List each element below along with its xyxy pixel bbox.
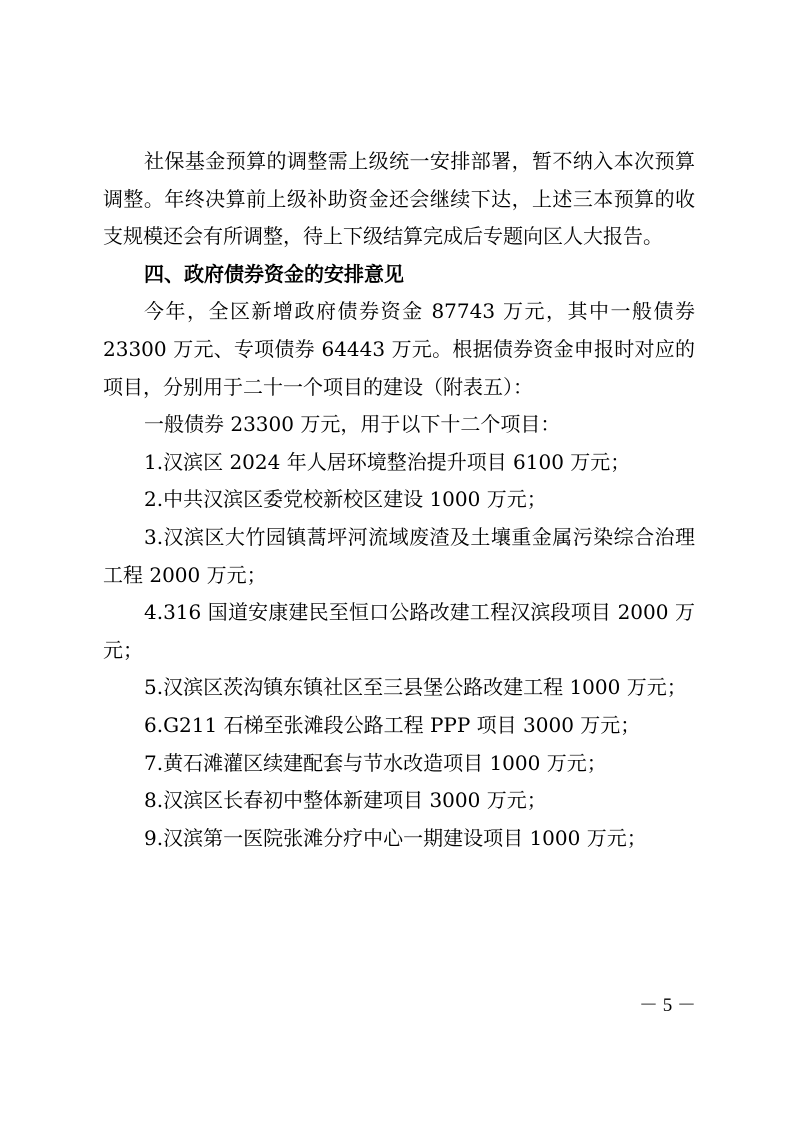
list-item-3: 3.汉滨区大竹园镇蒿坪河流域废渣及土壤重金属污染综合治理工程 2000 万元； bbox=[103, 524, 695, 587]
paragraph-social-security-budget: 社保基金预算的调整需上级统一安排部署，暂不纳入本次预算调整。年终决算前上级补助资金还会继续下达，上述三本预算的收支规模还会有所调整，待上下级结算完成后专题向区人大报告。 bbox=[103, 149, 695, 249]
list-item-4: 4.316 国道安康建民至恒口公路改建工程汉滨段项目 2000 万元； bbox=[103, 600, 695, 662]
paragraph-general-bond-intro: 一般债券 23300 万元，用于以下十二个项目： bbox=[144, 412, 561, 437]
list-item-9: 9.汉滨第一医院张滩分疗中心一期建设项目 1000 万元； bbox=[144, 825, 647, 850]
list-item-2: 2.中共汉滨区委党校新校区建设 1000 万元； bbox=[144, 487, 547, 512]
list-item-1: 1.汉滨区 2024 年人居环境整治提升项目 6100 万元； bbox=[144, 449, 631, 474]
document-body bbox=[103, 143, 695, 857]
list-item-8: 8.汉滨区长春初中整体新建项目 3000 万元； bbox=[144, 788, 547, 813]
list-item-6: 6.G211 石梯至张滩段公路工程 PPP 项目 3000 万元； bbox=[144, 712, 641, 737]
page-number: － 5 － bbox=[638, 995, 696, 1016]
paragraph-bond-overview: 今年，全区新增政府债券资金 87743 万元，其中一般债券 23300 万元、专项债券 64443 万元。根据债券资金申报时对应的项目，分别用于二十一个项目的建设（附表五）： bbox=[103, 299, 695, 399]
list-item-5: 5.汉滨区茨沟镇东镇社区至三县堡公路改建工程 1000 万元； bbox=[144, 675, 687, 700]
section-heading-bond-funds: 四、政府债券资金的安排意见 bbox=[144, 261, 404, 286]
list-item-7: 7.黄石滩灌区续建配套与节水改造项目 1000 万元； bbox=[144, 750, 607, 775]
